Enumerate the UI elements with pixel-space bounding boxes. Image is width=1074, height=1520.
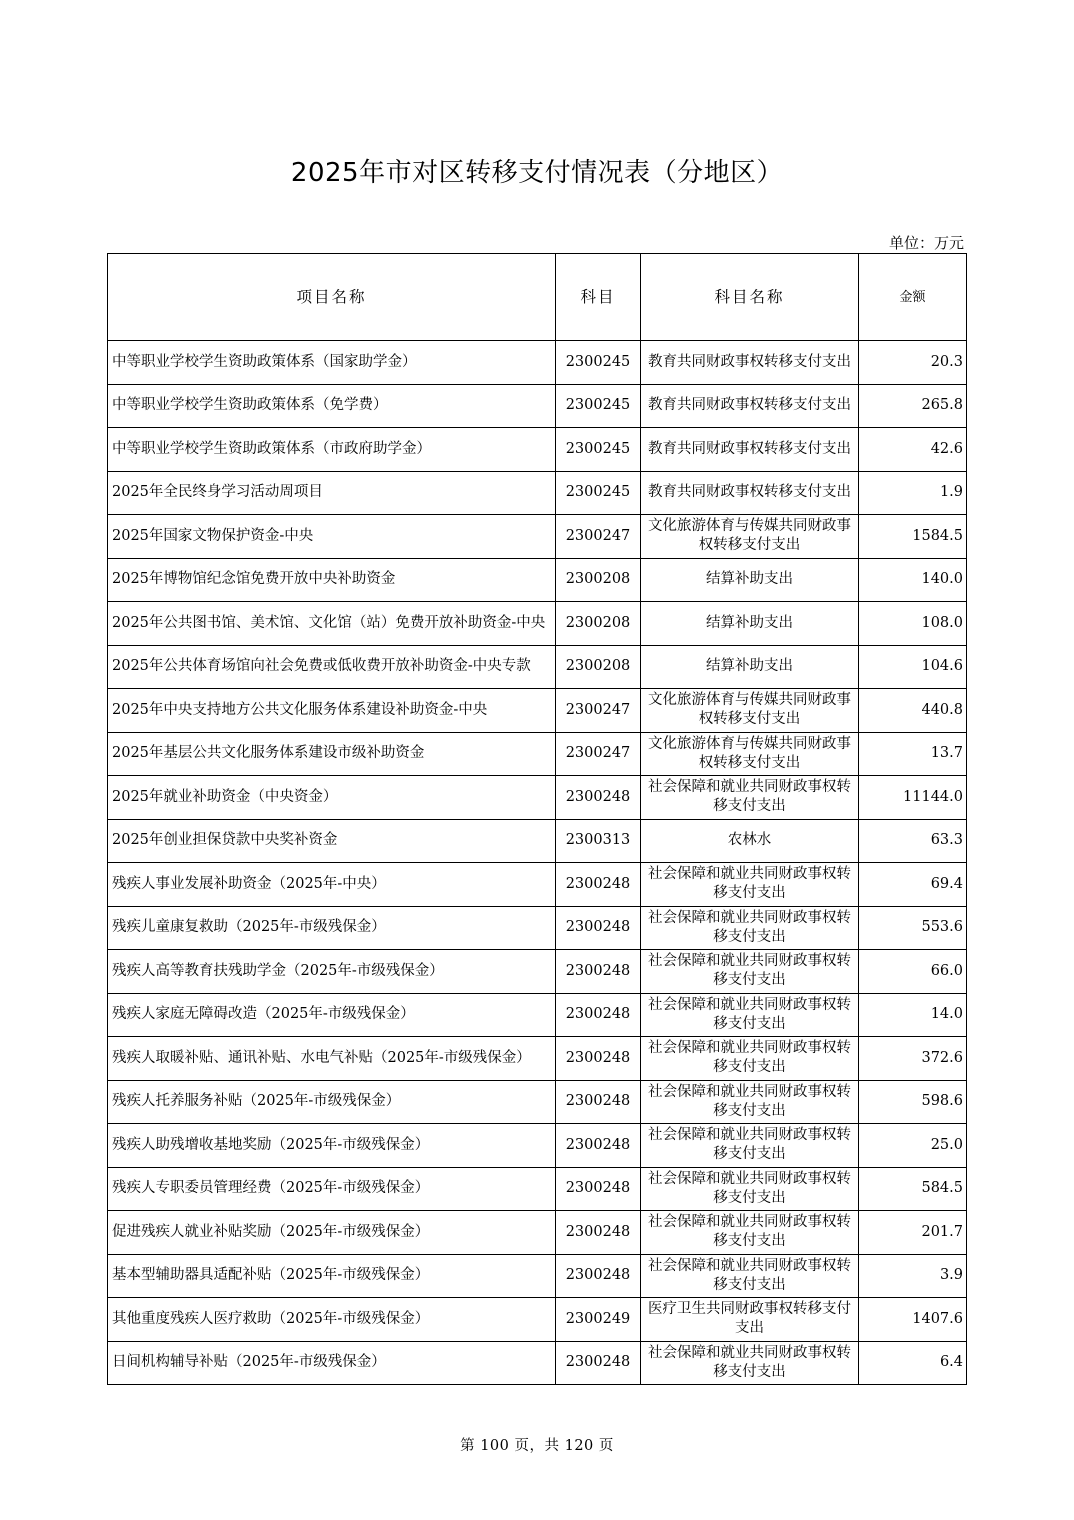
cell-amount: 63.3	[859, 819, 967, 863]
cell-code: 2300248	[556, 863, 641, 907]
cell-project-name: 2025年中央支持地方公共文化服务体系建设补助资金-中央	[108, 689, 556, 733]
cell-amount: 1407.6	[859, 1298, 967, 1342]
header-project-name: 项目名称	[108, 254, 556, 341]
cell-amount: 3.9	[859, 1254, 967, 1298]
cell-code: 2300248	[556, 950, 641, 994]
cell-code: 2300208	[556, 558, 641, 602]
cell-amount: 1584.5	[859, 515, 967, 559]
cell-amount: 6.4	[859, 1341, 967, 1385]
table-row	[108, 645, 967, 689]
cell-amount: 13.7	[859, 732, 967, 776]
cell-subject-name: 社会保障和就业共同财政事权转移支付支出	[641, 993, 859, 1037]
cell-code: 2300247	[556, 515, 641, 559]
cell-project-name: 2025年公共图书馆、美术馆、文化馆（站）免费开放补助资金-中央	[108, 602, 556, 646]
cell-subject-name: 医疗卫生共同财政事权转移支付支出	[641, 1298, 859, 1342]
cell-project-name: 残疾人专职委员管理经费（2025年-市级残保金）	[108, 1167, 556, 1211]
cell-subject-name: 社会保障和就业共同财政事权转移支付支出	[641, 1080, 859, 1124]
cell-amount: 201.7	[859, 1211, 967, 1255]
cell-code: 2300208	[556, 645, 641, 689]
cell-project-name: 日间机构辅导补贴（2025年-市级残保金）	[108, 1341, 556, 1385]
cell-amount: 66.0	[859, 950, 967, 994]
cell-project-name: 2025年创业担保贷款中央奖补资金	[108, 819, 556, 863]
table-row	[108, 428, 967, 472]
cell-project-name: 残疾人家庭无障碍改造（2025年-市级残保金）	[108, 993, 556, 1037]
cell-amount: 20.3	[859, 341, 967, 385]
table-row	[108, 993, 967, 1037]
cell-project-name: 残疾儿童康复救助（2025年-市级残保金）	[108, 906, 556, 950]
table-header-row	[108, 254, 967, 341]
cell-project-name: 残疾人高等教育扶残助学金（2025年-市级残保金）	[108, 950, 556, 994]
cell-project-name: 中等职业学校学生资助政策体系（免学费）	[108, 384, 556, 428]
cell-code: 2300248	[556, 1037, 641, 1081]
cell-amount: 104.6	[859, 645, 967, 689]
table-row	[108, 602, 967, 646]
cell-amount: 553.6	[859, 906, 967, 950]
cell-project-name: 其他重度残疾人医疗救助（2025年-市级残保金）	[108, 1298, 556, 1342]
table-row	[108, 1037, 967, 1081]
transfer-payment-table	[107, 253, 967, 1385]
cell-subject-name: 社会保障和就业共同财政事权转移支付支出	[641, 906, 859, 950]
cell-project-name: 促进残疾人就业补贴奖励（2025年-市级残保金）	[108, 1211, 556, 1255]
cell-subject-name: 教育共同财政事权转移支付支出	[641, 471, 859, 515]
header-code: 科目	[556, 254, 641, 341]
cell-amount: 14.0	[859, 993, 967, 1037]
cell-code: 2300248	[556, 906, 641, 950]
table-row	[108, 906, 967, 950]
table-row	[108, 732, 967, 776]
cell-code: 2300248	[556, 1254, 641, 1298]
cell-code: 2300248	[556, 1211, 641, 1255]
cell-subject-name: 社会保障和就业共同财政事权转移支付支出	[641, 1037, 859, 1081]
cell-code: 2300245	[556, 471, 641, 515]
cell-code: 2300247	[556, 689, 641, 733]
cell-subject-name: 文化旅游体育与传媒共同财政事权转移支付支出	[641, 689, 859, 733]
cell-subject-name: 社会保障和就业共同财政事权转移支付支出	[641, 950, 859, 994]
cell-subject-name: 文化旅游体育与传媒共同财政事权转移支付支出	[641, 732, 859, 776]
table-row	[108, 1254, 967, 1298]
cell-code: 2300248	[556, 1341, 641, 1385]
table-row	[108, 819, 967, 863]
table-row	[108, 776, 967, 820]
cell-amount: 265.8	[859, 384, 967, 428]
cell-project-name: 中等职业学校学生资助政策体系（国家助学金）	[108, 341, 556, 385]
cell-project-name: 2025年公共体育场馆向社会免费或低收费开放补助资金-中央专款	[108, 645, 556, 689]
cell-amount: 42.6	[859, 428, 967, 472]
cell-amount: 372.6	[859, 1037, 967, 1081]
cell-amount: 140.0	[859, 558, 967, 602]
cell-project-name: 基本型辅助器具适配补贴（2025年-市级残保金）	[108, 1254, 556, 1298]
table-row	[108, 1298, 967, 1342]
table-row	[108, 1167, 967, 1211]
table-row	[108, 471, 967, 515]
cell-subject-name: 社会保障和就业共同财政事权转移支付支出	[641, 1254, 859, 1298]
cell-amount: 440.8	[859, 689, 967, 733]
unit-label: 单位：万元	[888, 234, 964, 252]
cell-subject-name: 结算补助支出	[641, 645, 859, 689]
cell-code: 2300249	[556, 1298, 641, 1342]
cell-code: 2300208	[556, 602, 641, 646]
cell-amount: 11144.0	[859, 776, 967, 820]
table-row	[108, 863, 967, 907]
cell-subject-name: 结算补助支出	[641, 602, 859, 646]
cell-project-name: 2025年就业补助资金（中央资金）	[108, 776, 556, 820]
cell-project-name: 残疾人事业发展补助资金（2025年-中央）	[108, 863, 556, 907]
table-row	[108, 1080, 967, 1124]
cell-code: 2300313	[556, 819, 641, 863]
cell-subject-name: 社会保障和就业共同财政事权转移支付支出	[641, 1167, 859, 1211]
cell-project-name: 2025年博物馆纪念馆免费开放中央补助资金	[108, 558, 556, 602]
page-title: 2025年市对区转移支付情况表（分地区）	[290, 158, 784, 188]
cell-project-name: 2025年全民终身学习活动周项目	[108, 471, 556, 515]
cell-project-name: 中等职业学校学生资助政策体系（市政府助学金）	[108, 428, 556, 472]
cell-code: 2300248	[556, 776, 641, 820]
page-footer: 第 100 页，共 120 页	[460, 1438, 614, 1454]
table-row	[108, 515, 967, 559]
cell-code: 2300248	[556, 1080, 641, 1124]
cell-amount: 69.4	[859, 863, 967, 907]
table-body	[108, 341, 967, 1385]
cell-project-name: 残疾人托养服务补贴（2025年-市级残保金）	[108, 1080, 556, 1124]
cell-code: 2300248	[556, 1167, 641, 1211]
header-subject-name: 科目名称	[641, 254, 859, 341]
cell-subject-name: 农林水	[641, 819, 859, 863]
cell-subject-name: 教育共同财政事权转移支付支出	[641, 341, 859, 385]
cell-subject-name: 文化旅游体育与传媒共同财政事权转移支付支出	[641, 515, 859, 559]
cell-code: 2300245	[556, 384, 641, 428]
cell-code: 2300248	[556, 1124, 641, 1168]
table-row	[108, 950, 967, 994]
cell-subject-name: 社会保障和就业共同财政事权转移支付支出	[641, 776, 859, 820]
table-row	[108, 558, 967, 602]
cell-code: 2300245	[556, 428, 641, 472]
cell-subject-name: 教育共同财政事权转移支付支出	[641, 428, 859, 472]
header-amount: 金额	[859, 254, 967, 341]
table-row	[108, 1124, 967, 1168]
cell-project-name: 2025年基层公共文化服务体系建设市级补助资金	[108, 732, 556, 776]
table-row	[108, 1211, 967, 1255]
cell-subject-name: 社会保障和就业共同财政事权转移支付支出	[641, 1124, 859, 1168]
cell-subject-name: 社会保障和就业共同财政事权转移支付支出	[641, 863, 859, 907]
cell-subject-name: 社会保障和就业共同财政事权转移支付支出	[641, 1211, 859, 1255]
cell-project-name: 残疾人取暖补贴、通讯补贴、水电气补贴（2025年-市级残保金）	[108, 1037, 556, 1081]
cell-amount: 598.6	[859, 1080, 967, 1124]
table-row	[108, 1341, 967, 1385]
table-row	[108, 689, 967, 733]
cell-project-name: 2025年国家文物保护资金-中央	[108, 515, 556, 559]
cell-amount: 584.5	[859, 1167, 967, 1211]
table-row	[108, 341, 967, 385]
cell-subject-name: 教育共同财政事权转移支付支出	[641, 384, 859, 428]
cell-project-name: 残疾人助残增收基地奖励（2025年-市级残保金）	[108, 1124, 556, 1168]
cell-amount: 108.0	[859, 602, 967, 646]
cell-code: 2300248	[556, 993, 641, 1037]
cell-code: 2300245	[556, 341, 641, 385]
cell-subject-name: 社会保障和就业共同财政事权转移支付支出	[641, 1341, 859, 1385]
cell-code: 2300247	[556, 732, 641, 776]
cell-amount: 1.9	[859, 471, 967, 515]
cell-subject-name: 结算补助支出	[641, 558, 859, 602]
cell-amount: 25.0	[859, 1124, 967, 1168]
table-row	[108, 384, 967, 428]
